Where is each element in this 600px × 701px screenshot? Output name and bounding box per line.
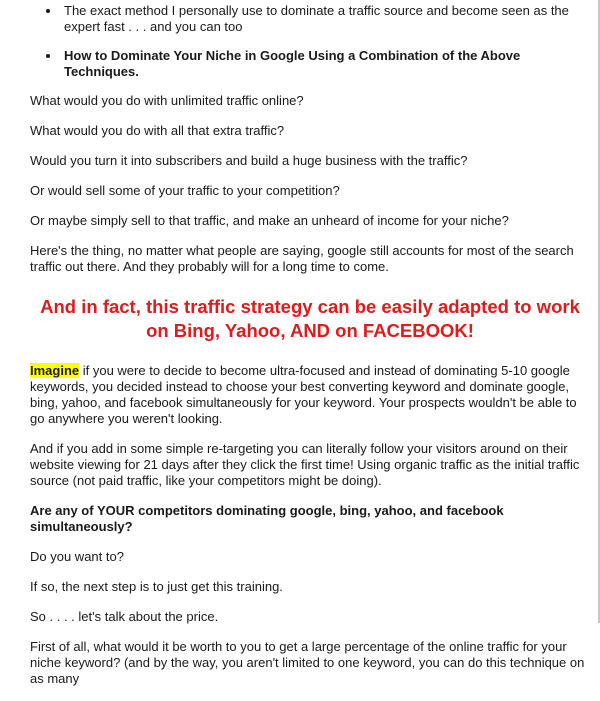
price-paragraph: So . . . . let's talk about the price.: [30, 609, 219, 624]
red-headline: And in fact, this traffic strategy can be easily adapted to work on Bing, Yahoo, AND on FACEBOOK!: [40, 296, 580, 341]
imagine-text: if you were to decide to become ultra-focused and instead of dominating 5-10 google keywords, you decided instead to choose your best converting keyword and dominate google, bing, yahoo, and facebook simultaneously for your keyword. Your prospects wouldn't be able to go anywhere you weren't looking.: [30, 363, 577, 426]
highlighted-word: Imagine: [30, 363, 80, 378]
competitors-question: Are any of YOUR competitors dominating google, bing, yahoo, and facebook simultaneously?: [30, 503, 504, 534]
google-traffic-paragraph: Here's the thing, no matter what people are saying, google still accounts for most of the search traffic out there. And they probably will for a long time to come.: [30, 243, 574, 274]
article-body: [30, 0, 590, 701]
imagine-paragraph: [30, 363, 590, 427]
first-of-all-paragraph: First of all, what would it be worth to you to get a large percentage of the online traffic for your niche keyword? (and by the way, you aren't limited to one keyword, you can do this technique on as many: [30, 639, 585, 686]
question-paragraph: Or would sell some of your traffic to your competition?: [30, 183, 340, 198]
next-step-paragraph: If so, the next step is to just get this training.: [30, 579, 283, 594]
do-you-want-paragraph: Do you want to?: [30, 549, 124, 564]
question-paragraph: Or maybe simply sell to that traffic, and make an unheard of income for your niche?: [30, 213, 509, 228]
question-paragraph: What would you do with unlimited traffic online?: [30, 93, 304, 108]
benefit-list: [30, 3, 590, 80]
question-paragraph: Would you turn it into subscribers and build a huge business with the traffic?: [30, 153, 468, 168]
list-item: • How to Dominate Your Niche in Google Using a Combination of the Above Techniques.: [61, 48, 590, 80]
retargeting-paragraph: And if you add in some simple re-targeting you can literally follow your visitors around on their website viewing for 21 days after they click the first time! Using organic traffic as the initial traffic source (not paid traffic, like your competitors might be doing).: [30, 441, 580, 488]
list-item: • The exact method I personally use to dominate a traffic source and become seen as the expert fast . . . and you can too: [61, 3, 590, 35]
question-paragraph: What would you do with all that extra traffic?: [30, 123, 285, 138]
